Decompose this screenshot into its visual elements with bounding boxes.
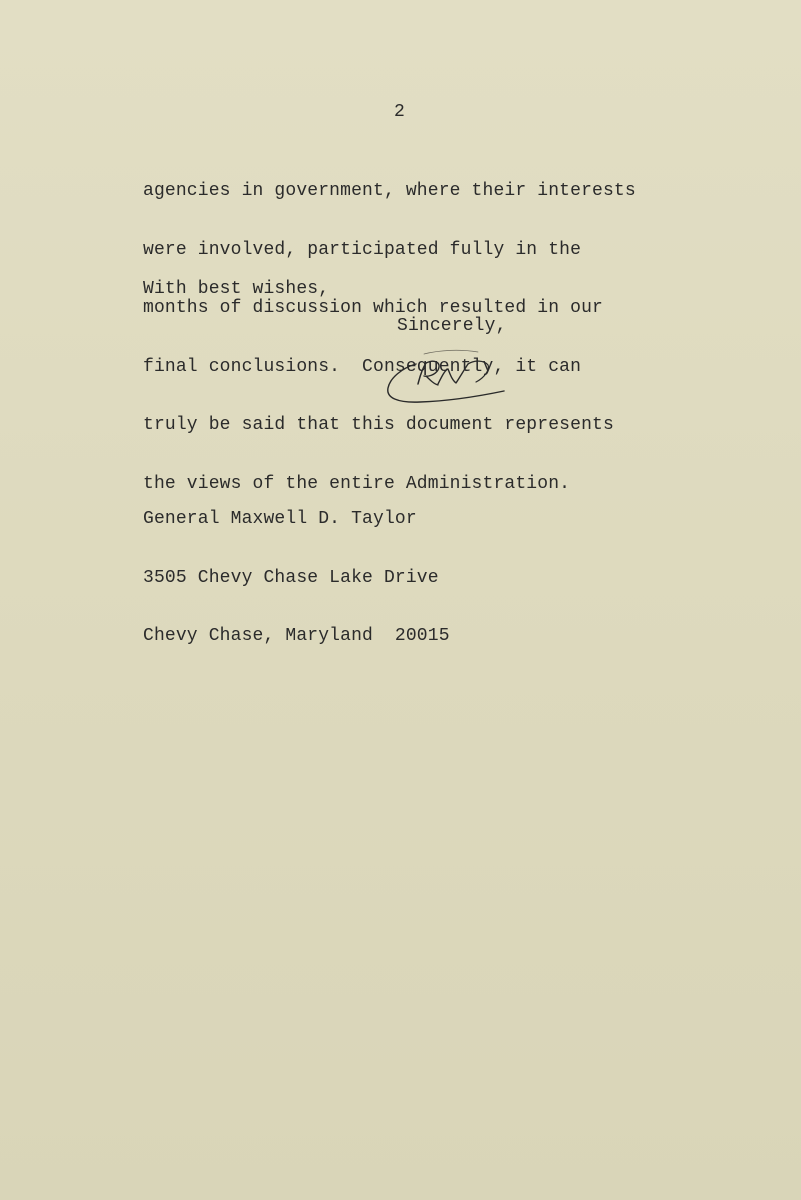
recipient-city-line: Chevy Chase, Maryland 20015 (143, 626, 450, 646)
body-line: were involved, participated fully in the (143, 239, 582, 260)
body-line: the views of the entire Administration. (143, 473, 571, 494)
recipient-name: General Maxwell D. Taylor (143, 509, 417, 529)
body-line: final conclusions. Consequently, it can (143, 356, 582, 377)
closing-line: With best wishes, (143, 279, 330, 299)
sign-off: Sincerely, (397, 316, 507, 336)
recipient-street: 3505 Chevy Chase Lake Drive (143, 567, 439, 588)
body-line: agencies in government, where their interests (143, 181, 636, 201)
body-line: months of discussion which resulted in our (143, 298, 603, 318)
page-number: 2 (394, 102, 405, 122)
handwritten-signature (380, 340, 510, 410)
recipient-address (143, 471, 450, 686)
body-line: truly be said that this document represents (143, 415, 614, 435)
